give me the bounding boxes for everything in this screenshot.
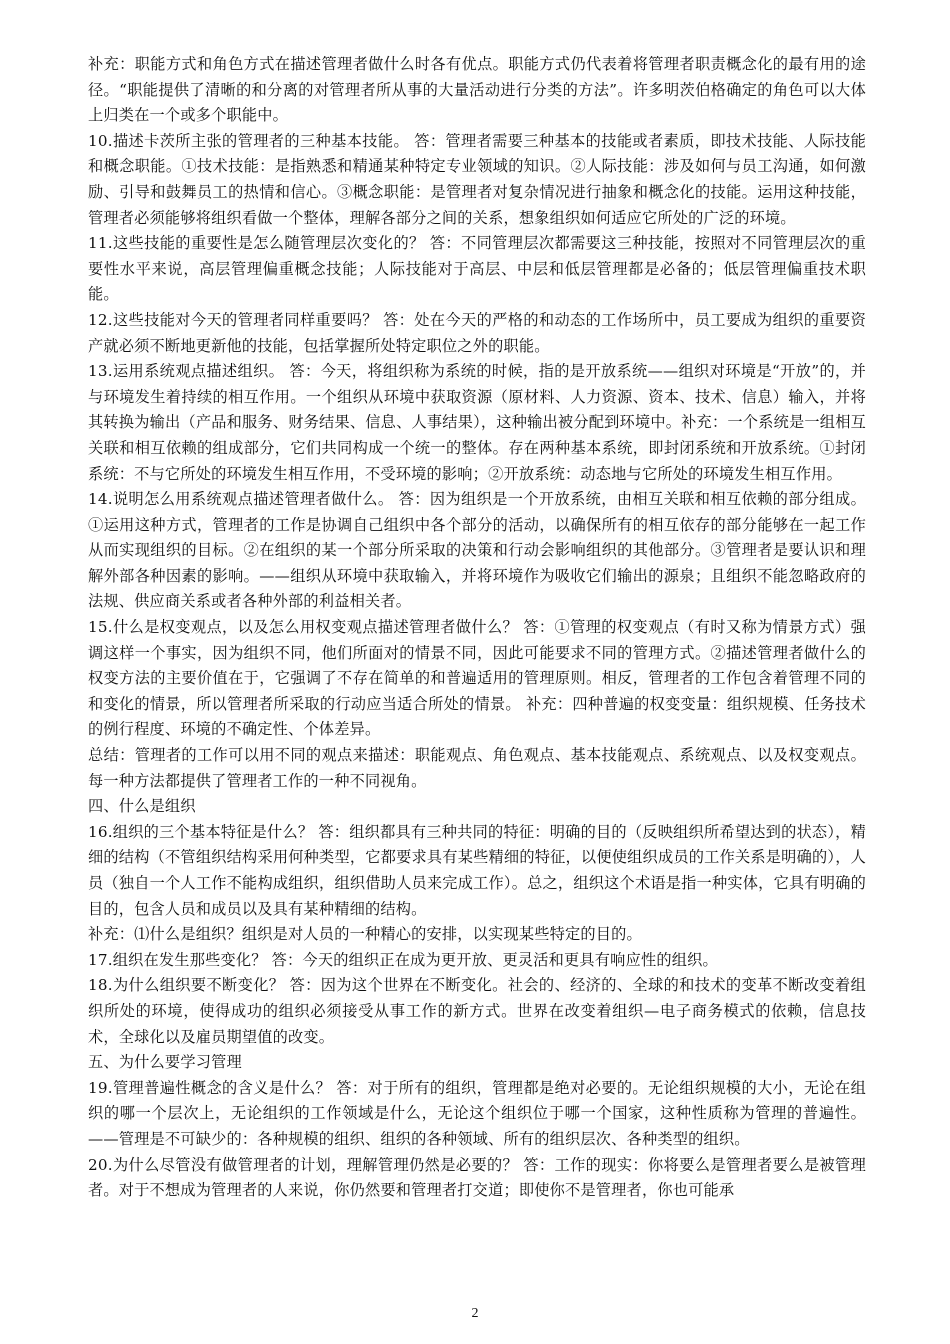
paragraph-q10: 10.描述卡茨所主张的管理者的三种基本技能。 答：管理者需要三种基本的技能或者素质，即技术技能、人际技能和概念职能。①技术技能：是指熟悉和精通某种特定专业领域的知识。②人际技能：涉及如何与员工沟通，如何激励、引导和鼓舞员工的热情和信心。③概念职能：是管理者对复杂情况进行抽象和概念化的技能。运用这种技能，管理者必须能够将组织看做一个整体，理解各部分之间的关系，想象组织如何适应它所处的广泛的环境。 — [88, 131, 866, 227]
paragraph-q13: 13.运用系统观点描述组织。 答：今天，将组织称为系统的时候，指的是开放系统——组织对环境是“开放”的，并与环境发生着持续的相互作用。一个组织从环境中获取资源（原材料、人力资源、资本、技术、信息）输入，并将其转换为输出（产品和服务、财务结果、信息、人事结果），这种输出被分配到环境中。补充：一个系统是一组相互关联和相互依赖的组成部分，它们共同构成一个统一的整体。存在两种基本系统，即封闭系统和开放系统。①封闭系统：不与它所处的环境发生相互作用，不受环境的影响；②开放系统：动态地与它所处的环境发生相互作用。 — [88, 362, 866, 483]
paragraph-q11: 11.这些技能的重要性是怎么随管理层次变化的？ 答：不同管理层次都需要这三种技能，按照对不同管理层次的重要性水平来说，高层管理偏重概念技能；人际技能对于高层、中层和低层管理都是必备的；低层管理偏重技术职能。 — [88, 234, 866, 304]
paragraph-q12: 12.这些技能对今天的管理者同样重要吗？ 答：处在今天的严格的和动态的工作场所中，员工要成为组织的重要资产就必须不断地更新他的技能，包括掌握所处特定职位之外的职能。 — [88, 310, 866, 355]
paragraph-q20: 20.为什么尽管没有做管理者的计划，理解管理仍然是必要的？ 答：工作的现实：你将要么是管理者要么是被管理者。对于不想成为管理者的人来说，你仍然要和管理者打交道；即使你不是管理者，你也可能承 — [88, 1155, 866, 1200]
paragraph-q19: 19.管理普遍性概念的含义是什么？ 答：对于所有的组织，管理都是绝对必要的。无论组织规模的大小，无论在组织的哪一个层次上，无论组织的工作领域是什么，无论这个组织位于哪一个国家，这种性质称为管理的普遍性。——管理是不可缺少的：各种规模的组织、组织的各种领域、所有的组织层次、各种类型的组织。 — [88, 1078, 866, 1148]
paragraph-supplement-roles: 补充：职能方式和角色方式在描述管理者做什么时各有优点。职能方式仍代表着将管理者职责概念化的最有用的途径。“职能提供了清晰的和分离的对管理者所从事的大量活动进行分类的方法”。许多明茨伯格确定的角色可以大体上归类在一个或多个职能中。 — [88, 55, 866, 125]
paragraph-q16: 16.组织的三个基本特征是什么？ 答：组织都具有三种共同的特征：明确的目的（反映组织所希望达到的状态），精细的结构（不管组织结构采用何种类型，它都要求具有某些精细的特征，以便使组织成员的工作关系是明确的），人员（独自一个人工作不能构成组织，组织借助人员来完成工作）。总之，组织这个术语是指一种实体，它具有明确的目的，包含人员和成员以及具有某种精细的结构。 — [88, 822, 866, 918]
paragraph-q17: 17.组织在发生那些变化？ 答：今天的组织正在成为更开放、更灵活和更具有响应性的组织。 — [88, 950, 718, 969]
section-heading-what-is-organization: 四、什么是组织 — [88, 797, 196, 816]
page-number: 2 — [471, 1306, 479, 1321]
paragraph-summary: 总结：管理者的工作可以用不同的观点来描述：职能观点、角色观点、基本技能观点、系统观点、以及权变观点。每一种方法都提供了管理者工作的一种不同视角。 — [88, 746, 866, 790]
section-heading-why-study-management: 五、为什么要学习管理 — [88, 1053, 242, 1072]
document-body — [88, 52, 866, 1204]
paragraph-supplement-organization: 补充：⑴什么是组织？组织是对人员的一种精心的安排，以实现某些特定的目的。 — [88, 925, 642, 944]
paragraph-q18: 18.为什么组织要不断变化？ 答：因为这个世界在不断变化。社会的、经济的、全球的和技术的变革不断改变着组织所处的环境，使得成功的组织必须接受从事工作的新方式。世界在改变着组织—电子商务模式的依赖，信息技术，全球化以及雇员期望值的改变。 — [88, 976, 866, 1046]
paragraph-q14: 14.说明怎么用系统观点描述管理者做什么。 答：因为组织是一个开放系统，由相互关联和相互依赖的部分组成。①运用这种方式，管理者的工作是协调自己组织中各个部分的活动，以确保所有的相互依存的部分能够在一起工作从而实现组织的目标。②在组织的某一个部分所采取的决策和行动会影响组织的其他部分。③管理者是要认识和理解外部各种因素的影响。——组织从环境中获取输入，并将环境作为吸收它们输出的源泉；且组织不能忽略政府的法规、供应商关系或者各种外部的利益相关者。 — [88, 490, 866, 611]
paragraph-q15: 15.什么是权变观点，以及怎么用权变观点描述管理者做什么？ 答：①管理的权变观点（有时又称为情景方式）强调这样一个事实，因为组织不同，他们所面对的情景不同，因此可能要求不同的管理方式。②描述管理者做什么的权变方法的主要价值在于，它强调了不存在简单的和普遍适用的管理原则。相反，管理者的工作包含着管理不同的和变化的情景，所以管理者所采取的行动应当适合所处的情景。 补充：四种普遍的权变变量：组织规模、任务技术的例行程度、环境的不确定性、个体差异。 — [88, 618, 866, 739]
